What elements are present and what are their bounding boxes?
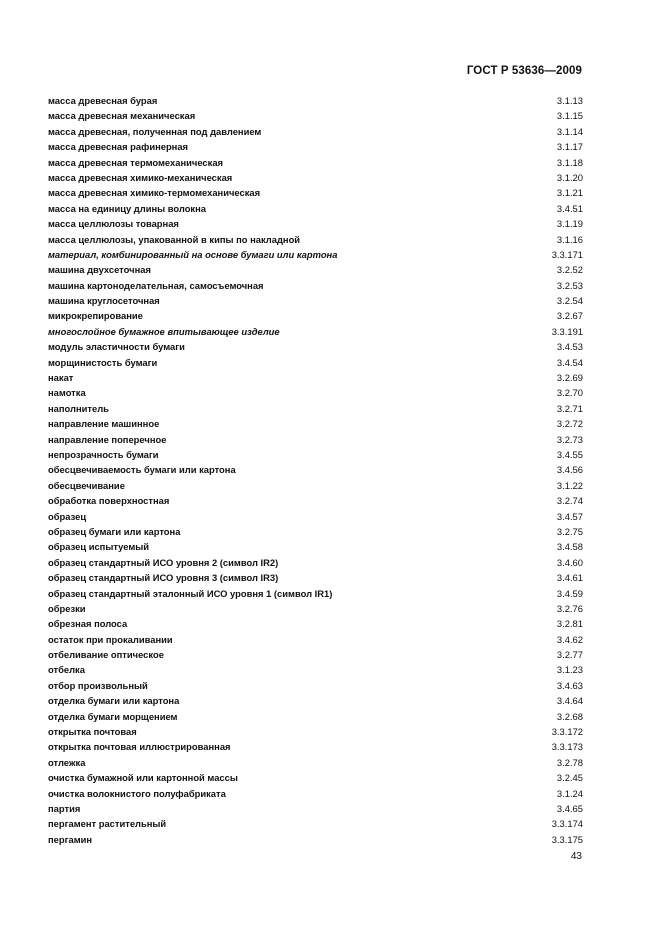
index-reference: 3.4.63 — [556, 679, 583, 691]
index-reference: 3.2.71 — [556, 402, 583, 414]
index-reference: 3.4.64 — [556, 695, 583, 707]
page-number: 43 — [570, 851, 582, 862]
index-reference: 3.2.73 — [556, 433, 583, 445]
index-reference: 3.2.69 — [556, 372, 583, 384]
index-entry — [48, 93, 584, 108]
index-reference: 3.2.74 — [556, 495, 583, 507]
index-entry — [48, 524, 584, 539]
index-term: отлежка — [48, 756, 86, 768]
index-term: образец — [48, 510, 87, 522]
index-term: отделка бумаги морщением — [48, 710, 178, 722]
index-term: остаток при прокаливании — [48, 633, 173, 645]
index-term: образец испытуемый — [48, 541, 150, 553]
index-reference: 3.3.175 — [551, 833, 583, 845]
index-term: образец стандартный эталонный ИСО уровня 1 (символ IR1) — [48, 587, 333, 599]
index-term: масса на единицу длины волокна — [48, 202, 207, 214]
index-entry — [48, 216, 584, 231]
index-reference: 3.3.173 — [551, 741, 583, 753]
index-reference: 3.2.67 — [556, 310, 583, 322]
index-term: масса древесная химико-механическая — [48, 171, 233, 183]
index-reference: 3.4.59 — [556, 587, 583, 599]
index-reference: 3.1.23 — [556, 664, 583, 676]
index-entry — [48, 662, 584, 677]
index-entry — [48, 293, 584, 308]
index-entry — [48, 262, 584, 277]
index-entry — [48, 401, 584, 416]
index-entry — [48, 478, 584, 493]
index-entry — [48, 601, 584, 616]
document-header: ГОСТ Р 53636—2009 — [466, 65, 582, 77]
index-entry — [48, 509, 584, 524]
index-term: непрозрачность бумаги — [48, 448, 159, 460]
index-reference: 3.4.65 — [556, 802, 583, 814]
index-entry — [48, 155, 584, 170]
index-entry — [48, 739, 584, 754]
index-entry — [48, 770, 584, 785]
index-term: направление поперечное — [48, 433, 167, 445]
index-entry — [48, 185, 584, 200]
index-entry — [48, 108, 584, 123]
index-reference: 3.1.13 — [556, 95, 583, 106]
index-term: машина круглосеточная — [48, 295, 160, 307]
index-reference: 3.2.52 — [556, 264, 583, 276]
index-reference: 3.1.18 — [556, 156, 583, 168]
index-entry — [48, 570, 584, 585]
index-term: партия — [48, 802, 81, 814]
index-term: образец стандартный ИСО уровня 3 (символ IR3) — [48, 572, 279, 584]
index-term: отбеливание оптическое — [48, 649, 164, 661]
index-entry — [48, 647, 584, 662]
index-entry — [48, 586, 584, 601]
index-entry — [48, 139, 584, 154]
index-reference: 3.4.54 — [556, 356, 583, 368]
index-term: открытка почтовая иллюстрированная — [48, 741, 231, 753]
index-term: накат — [48, 372, 74, 384]
index-entry — [48, 801, 584, 816]
index-term: масса древесная, полученная под давлением — [48, 125, 262, 137]
index-term: обрезная полоса — [48, 618, 128, 630]
index-entry — [48, 170, 584, 185]
index-reference: 3.4.61 — [556, 572, 583, 584]
index-entry — [48, 493, 584, 508]
index-term: многослойное бумажное впитывающее изделие — [48, 325, 280, 337]
index-reference: 3.2.72 — [556, 418, 583, 430]
index-reference: 3.1.15 — [556, 110, 583, 122]
index-reference: 3.4.55 — [556, 448, 583, 460]
index-entry — [48, 385, 584, 400]
index-term: обесцвечивание — [48, 479, 125, 491]
index-entry — [48, 339, 584, 354]
index-reference: 3.1.24 — [556, 787, 583, 799]
index-entry — [48, 632, 584, 647]
index-term: наполнитель — [48, 402, 109, 414]
index-entry — [48, 555, 584, 570]
index-entry — [48, 678, 584, 693]
index-term: материал, комбинированный на основе бумаги или картона — [48, 248, 338, 260]
index-term: образец бумаги или картона — [48, 525, 181, 537]
index-reference: 3.4.60 — [556, 556, 583, 568]
index-entry — [48, 816, 584, 831]
index-entry — [48, 232, 584, 247]
index-term: образец стандартный ИСО уровня 2 (символ IR2) — [48, 556, 279, 568]
index-reference: 3.1.22 — [556, 479, 583, 491]
index-term: направление машинное — [48, 418, 160, 430]
index-reference: 3.4.57 — [556, 510, 583, 522]
term-index-list — [48, 93, 584, 847]
index-reference: 3.4.51 — [556, 202, 583, 214]
index-reference: 3.1.14 — [556, 125, 583, 137]
index-term: машина картоноделательная, самосъемочная — [48, 279, 264, 291]
index-term: масса целлюлозы товарная — [48, 218, 179, 230]
index-entry — [48, 462, 584, 477]
index-entry — [48, 247, 584, 262]
index-entry — [48, 355, 584, 370]
index-term: отбелка — [48, 664, 85, 676]
index-entry — [48, 324, 584, 339]
index-term: открытка почтовая — [48, 726, 137, 738]
index-term: отбор произвольный — [48, 679, 148, 691]
index-term: обработка поверхностная — [48, 495, 170, 507]
index-term: пергамент растительный — [48, 818, 167, 830]
index-reference: 3.2.54 — [556, 295, 583, 307]
index-reference: 3.2.70 — [556, 387, 583, 399]
index-reference: 3.1.19 — [556, 218, 583, 230]
index-reference: 3.1.17 — [556, 141, 583, 153]
index-entry — [48, 755, 584, 770]
index-entry — [48, 416, 584, 431]
index-entry — [48, 786, 584, 801]
index-entry — [48, 616, 584, 631]
index-entry — [48, 124, 584, 139]
index-entry — [48, 308, 584, 323]
index-term: модуль эластичности бумаги — [48, 341, 185, 353]
index-entry — [48, 370, 584, 385]
index-term: намотка — [48, 387, 86, 399]
index-term: масса древесная рафинерная — [48, 141, 189, 153]
index-reference: 3.3.191 — [551, 325, 583, 337]
index-entry — [48, 539, 584, 554]
index-term: обесцвечиваемость бумаги или картона — [48, 464, 236, 476]
index-entry — [48, 447, 584, 462]
index-entry — [48, 724, 584, 739]
index-reference: 3.3.171 — [551, 248, 583, 260]
index-entry — [48, 201, 584, 216]
index-reference: 3.2.45 — [556, 772, 583, 784]
index-reference: 3.4.62 — [556, 633, 583, 645]
index-reference: 3.2.68 — [556, 710, 583, 722]
index-term: отделка бумаги или картона — [48, 695, 180, 707]
index-reference: 3.1.16 — [556, 233, 583, 245]
index-reference: 3.2.76 — [556, 602, 583, 614]
index-reference: 3.3.174 — [551, 818, 583, 830]
index-entry — [48, 432, 584, 447]
index-reference: 3.4.53 — [556, 341, 583, 353]
index-reference: 3.2.77 — [556, 649, 583, 661]
index-entry — [48, 693, 584, 708]
index-reference: 3.2.75 — [556, 525, 583, 537]
index-reference: 3.1.21 — [556, 187, 583, 199]
index-reference: 3.2.78 — [556, 756, 583, 768]
index-term: масса древесная механическая — [48, 110, 196, 122]
index-reference: 3.2.53 — [556, 279, 583, 291]
index-reference: 3.3.172 — [551, 726, 583, 738]
index-entry — [48, 709, 584, 724]
index-term: обрезки — [48, 602, 86, 614]
index-term: очистка бумажной или картонной массы — [48, 772, 238, 784]
index-term: очистка волокнистого полуфабриката — [48, 787, 226, 799]
index-entry — [48, 278, 584, 293]
index-term: масса целлюлозы, упакованной в кипы по накладной — [48, 233, 301, 245]
index-term: морщинистость бумаги — [48, 356, 158, 368]
index-reference: 3.4.58 — [556, 541, 583, 553]
index-entry — [48, 832, 584, 847]
index-reference: 3.4.56 — [556, 464, 583, 476]
index-term: микрокрепирование — [48, 310, 143, 322]
index-term: масса древесная термомеханическая — [48, 156, 223, 168]
index-reference: 3.2.81 — [556, 618, 583, 630]
index-term: масса древесная бурая — [48, 95, 158, 106]
index-term: пергамин — [48, 833, 93, 845]
index-term: масса древесная химико-термомеханическая — [48, 187, 261, 199]
index-term: машина двухсеточная — [48, 264, 151, 276]
index-reference: 3.1.20 — [556, 171, 583, 183]
